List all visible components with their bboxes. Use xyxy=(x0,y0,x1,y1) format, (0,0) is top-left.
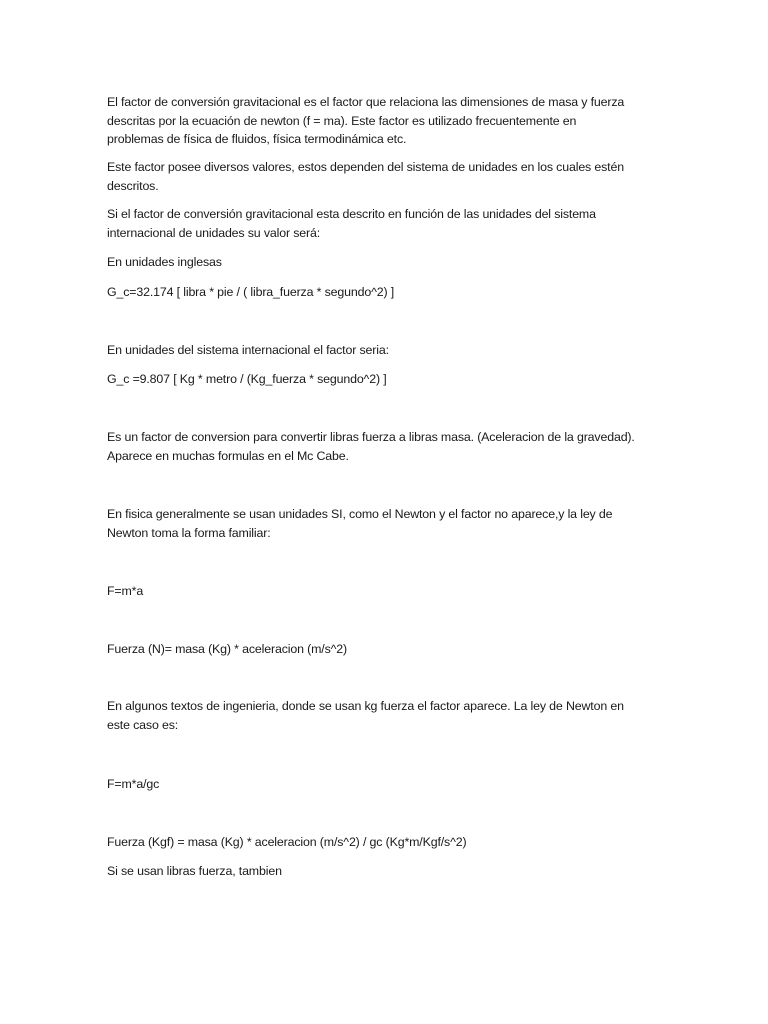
text-line: En fisica generalmente se usan unidades SI, como el Newton y el factor no aparece,y la ley de xyxy=(107,507,613,521)
formula-newton xyxy=(107,582,143,601)
text-line: El factor de conversión gravitacional es el factor que relaciona las dimensiones de masa y fuerza xyxy=(107,95,625,109)
paragraph-engineering xyxy=(107,697,624,734)
paragraph-si-units xyxy=(107,341,389,360)
text-line: Este factor posee diversos valores, estos dependen del sistema de unidades en los cuales estén xyxy=(107,160,624,174)
text-line: Si el factor de conversión gravitacional esta descrito en función de las unidades del sistema xyxy=(107,207,596,221)
text-line: Es un factor de conversion para convertir libras fuerza a libras masa. (Aceleracion de la gravedad). xyxy=(107,430,635,444)
text-line: G_c =9.807 [ Kg * metro / (Kg_fuerza * segundo^2) ] xyxy=(107,372,387,386)
paragraph-conversion xyxy=(107,428,635,465)
paragraph-intro xyxy=(107,93,624,149)
text-line: En unidades del sistema internacional el factor seria: xyxy=(107,343,389,357)
text-line: Fuerza (N)= masa (Kg) * aceleracion (m/s^2) xyxy=(107,642,348,656)
paragraph-physics-si xyxy=(107,505,612,542)
text-line: Si se usan libras fuerza, tambien xyxy=(107,864,282,878)
paragraph-pounds-force xyxy=(107,862,282,881)
text-line: F=m*a/gc xyxy=(107,777,160,791)
paragraph-english-units xyxy=(107,253,222,272)
text-line: descritas por la ecuación de newton (f = ma). Este factor es utilizado frecuentemente en xyxy=(107,113,577,128)
text-line: En algunos textos de ingenieria, donde se usan kg fuerza el factor aparece. La ley de Newton en xyxy=(107,699,624,713)
paragraph-si-intro xyxy=(107,205,596,242)
formula-newton-units xyxy=(107,640,347,659)
formula-newton-gc-units xyxy=(107,833,466,852)
paragraph-values xyxy=(107,158,624,195)
formula-gc-si xyxy=(107,370,387,389)
text-line: Fuerza (Kgf) = masa (Kg) * aceleracion (m/s^2) / gc (Kg*m/Kgf/s^2) xyxy=(107,835,467,849)
text-line: F=m*a xyxy=(107,584,144,598)
text-line: G_c=32.174 [ libra * pie / ( libra_fuerza * segundo^2) ] xyxy=(107,285,395,299)
text-line: este caso es: xyxy=(107,717,179,732)
text-line: internacional de unidades su valor será: xyxy=(107,225,321,240)
text-line: Newton toma la forma familiar: xyxy=(107,525,271,540)
text-line: En unidades inglesas xyxy=(107,255,222,269)
text-line: Aparece en muchas formulas en el Mc Cabe. xyxy=(107,448,349,463)
formula-gc-english xyxy=(107,283,394,302)
text-line: problemas de física de fluidos, física termodinámica etc. xyxy=(107,132,407,147)
text-line: descritos. xyxy=(107,178,159,193)
formula-newton-gc xyxy=(107,775,159,794)
